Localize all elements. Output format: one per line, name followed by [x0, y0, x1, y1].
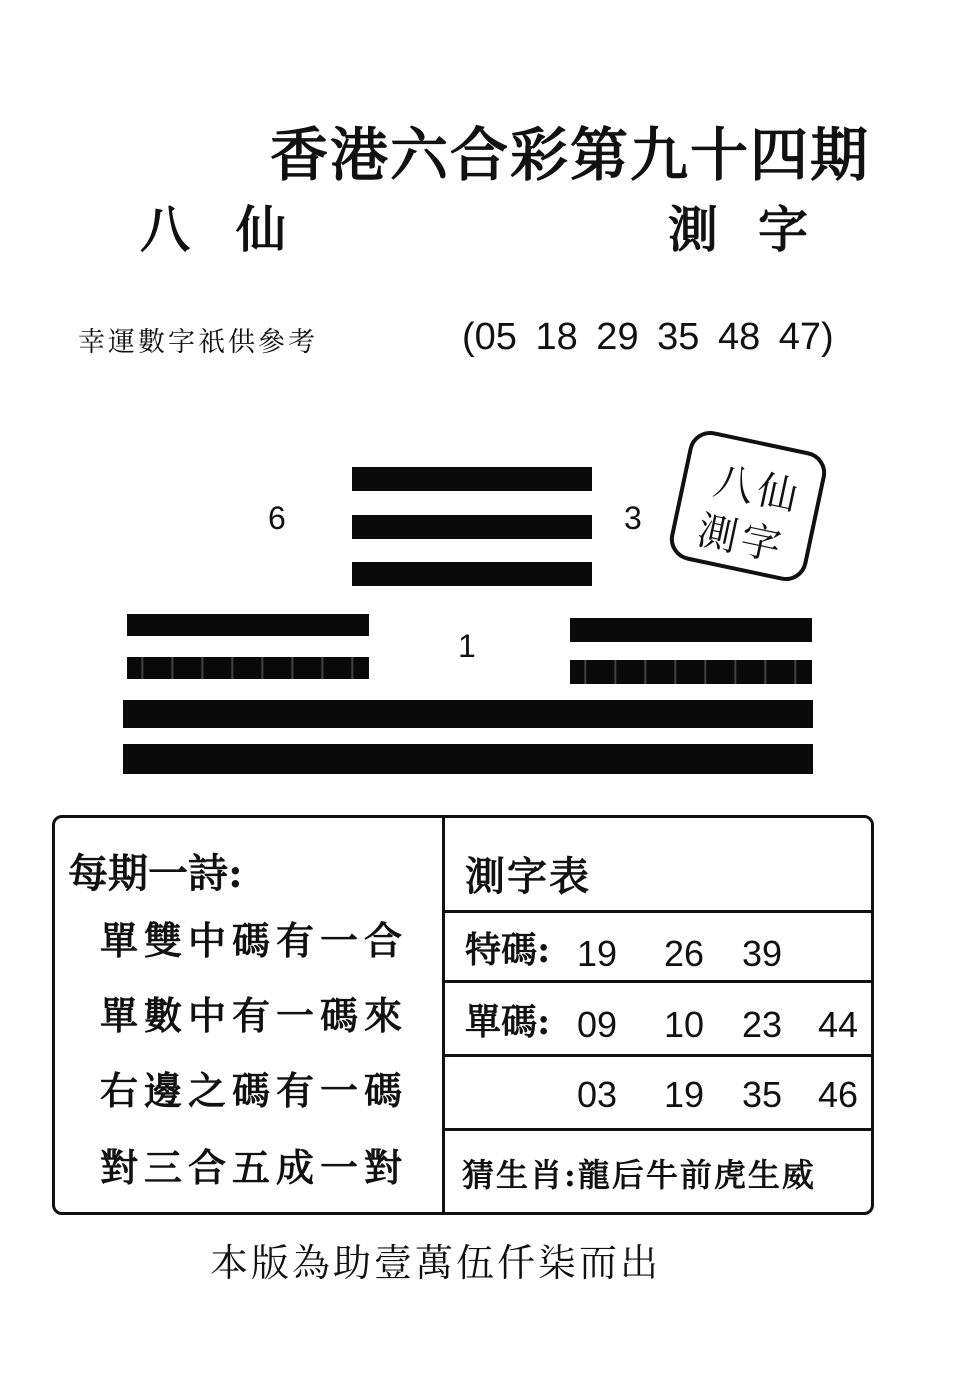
table-divider-1 — [445, 910, 873, 913]
poem-line: 對三合五成一對 — [100, 1145, 409, 1190]
stamp-line-2: 測字 — [693, 507, 789, 571]
zodiac-guess: 猜生肖:龍后牛前虎生威 — [462, 1156, 816, 1194]
table-title: 測字表 — [465, 853, 591, 900]
poem-title: 每期一詩: — [68, 850, 243, 897]
extra-number: 03 — [577, 1074, 618, 1115]
stamp-seal — [666, 427, 830, 585]
trigram-top-line-2 — [352, 515, 592, 539]
bottom-line-1 — [123, 700, 813, 728]
poem-line: 單雙中碼有一合 — [100, 918, 409, 963]
page-title: 香港六合彩第九十四期 — [270, 121, 871, 189]
poem-line: 單數中有一碼來 — [100, 993, 409, 1038]
single-number: 23 — [742, 1004, 783, 1045]
subtitle-right: 測字 — [668, 200, 848, 259]
hexagram-number-left: 6 — [268, 500, 286, 536]
footer-note: 本版為助壹萬伍仟柒而出 — [210, 1241, 662, 1285]
hexagram-number-center: 1 — [458, 628, 476, 664]
extra-number: 35 — [742, 1074, 783, 1115]
table-divider-4 — [445, 1128, 873, 1131]
special-number: 19 — [577, 933, 618, 974]
stamp-line-1: 八仙 — [709, 457, 806, 522]
lucky-numbers-label: 幸運數字祇供參考 — [78, 327, 318, 358]
subtitle-left: 八仙 — [140, 200, 332, 259]
single-number: 44 — [818, 1004, 859, 1045]
trigram-top-line-3 — [352, 562, 592, 586]
lucky-numbers: (05 18 29 35 48 47) — [462, 316, 834, 358]
special-number: 26 — [664, 933, 705, 974]
right-line-1 — [570, 618, 812, 642]
right-line-2 — [570, 660, 812, 684]
left-line-2 — [127, 657, 369, 679]
box-divider-vertical — [442, 815, 445, 1215]
trigram-top-line-1 — [352, 467, 592, 491]
extra-number: 19 — [664, 1074, 705, 1115]
single-number-label: 單碼: — [465, 1001, 551, 1043]
extra-number: 46 — [818, 1074, 859, 1115]
left-line-1 — [127, 614, 369, 636]
table-divider-3 — [445, 1054, 873, 1057]
poem-line: 右邊之碼有一碼 — [100, 1068, 409, 1113]
single-number: 10 — [664, 1004, 705, 1045]
special-number-label: 特碼: — [465, 929, 551, 971]
hexagram-number-right: 3 — [624, 500, 642, 536]
bottom-line-2 — [123, 744, 813, 774]
special-number: 39 — [742, 933, 783, 974]
table-divider-2 — [445, 980, 873, 983]
single-number: 09 — [577, 1004, 618, 1045]
